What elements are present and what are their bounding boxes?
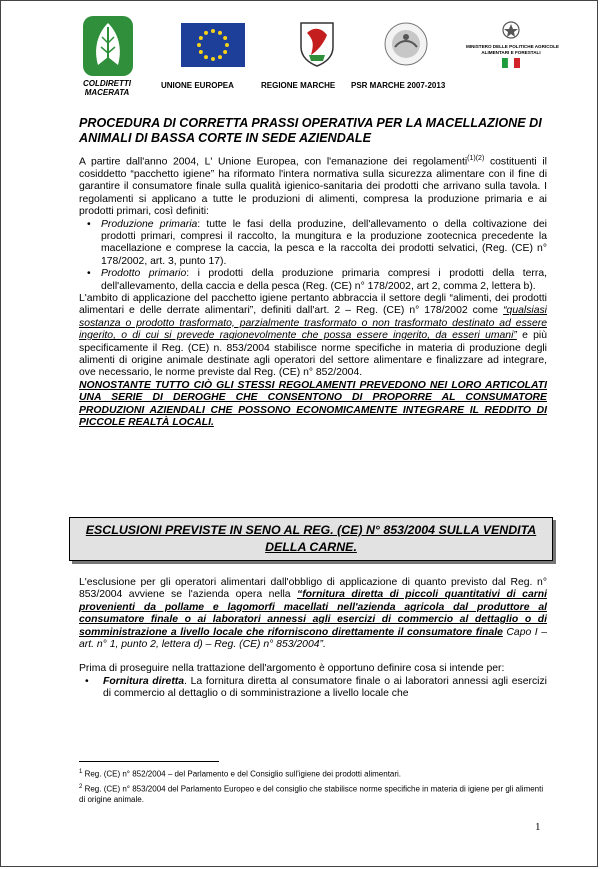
eu-star-icon xyxy=(211,29,215,33)
intro-section xyxy=(79,153,547,429)
footnote: $^1$ Reg. (CE) n° 852/2004 – del Parlamento e del Consiglio sull'igiene dei prodotti alimentari. xyxy=(79,769,402,779)
psr-caption: PSR MARCHE 2007-2013 xyxy=(351,81,446,90)
fornitura-item: • Fornitura diretta. La fornitura diretta al consumatore finale o ai laboratori annessi agli esercizi di commercio al dettaglio o di somministrazione a livello locale che xyxy=(85,675,547,700)
eu-star-icon xyxy=(218,55,222,59)
list-item: • Produzione primaria: tutte le fasi della produzine, dell'allevamento o della coltivazione dei prodotti primari, compresi il raccolto, la mungitura e la produzione zootecnica precedente la macellazione e comprese la caccia, la pesca e la raccolta dei prodotti selvatici, (Reg. (CE) n° 178/2002, art. 3, punto 17). xyxy=(87,218,547,267)
bullet-icon: • xyxy=(87,218,91,230)
page-number: 1 xyxy=(535,821,541,833)
eu-star-icon xyxy=(204,31,208,35)
ambito-paragraph: L'ambito di applicazione del pacchetto igiene pertanto abbraccia il settore degli “alimenti, dei prodotti alimentari e delle derrate alimentari”, definiti dall'art. 2 – Reg. (CE) n° 178/2002 come “qualsiasi sostanza o prodotto trasformato, parzialmente trasformato o non trasformato destinato ad essere ingerito, o di cui si prevede ragionevolmente che possa essere ingerito, da esseri umani” e più specificamente il Reg. (CE) n. 853/2004 stabilisce norme specifiche in materia di produzione degli alimenti di origine animale destinate agli operatori del settore alimentare e finalizzare ad integrare, ove necessario, le norme previste dal Reg. (CE) n° 852/2004. xyxy=(79,292,547,379)
psr-logo xyxy=(383,15,429,72)
eu-star-icon xyxy=(223,36,227,40)
footnote: $^2$ Reg. (CE) n° 853/2004 del Parlamento Europeo e del consiglio che stabilisce norme specifiche in materia di igiene per gli alimenti di origine animale. xyxy=(79,784,544,805)
eu-star-icon xyxy=(225,43,229,47)
bullet-icon: • xyxy=(87,268,91,280)
eu-flag-logo xyxy=(181,15,245,72)
eu-star-icon xyxy=(197,43,201,47)
esclusione-paragraph: L'esclusione per gli operatori alimentari dall'obbligo di applicazione di quanto previsto dal Reg. n° 853/2004 avviene se l'azienda opera nella “fornitura diretta di piccoli quantitativi di carni provenienti da pollame e lagomorfi macellati nell'azienda agricola dal produttore al consumatore finale o ai laboratori annessi agli esercizi di commercio al dettaglio o di somministrazione a livello locale che riforniscono direttamente il consumatore finale Capo I – art. n° 1, punto 2, lettera d) – Reg. (CE) n° 853/2004”. xyxy=(79,577,548,651)
coldiretti-caption: COLDIRETTI MACERATA xyxy=(83,79,131,97)
prima-paragraph: Prima di proseguire nella trattazione dell'argomento è opportuno definire cosa si intende per: xyxy=(79,663,505,675)
list-item: • Prodotto primario: i prodotti della produzione primaria compresi i prodotti della terra, dell'allevamento, della caccia e della pesca (Reg. (CE) n° 178/2002, art 2, comma 2, lettera b). xyxy=(87,268,547,292)
definitions-list xyxy=(79,219,547,293)
footnotes xyxy=(79,767,547,808)
ministero-logo xyxy=(466,15,559,73)
intro-paragraph: A partire dall'anno 2004, L' Unione Europea, con l'emanazione dei regolamenti$^{(1)(2)}$ costituenti il cosiddetto “pacchetto igiene” ha riformato l'intera normativa sulla sicurezza alimentare con il fine di garantire il consumatore finale sulla qualità igienico-sanitaria dei prodotti che arrivano sulla tavola. I regolamenti si applicano a tutte le produzioni di alimenti, compresa la produzione primaria e ai prodotti primari, così definiti: xyxy=(79,155,547,218)
eu-star-icon xyxy=(204,55,208,59)
document-title: PROCEDURA DI CORRETTA PRASSI OPERATIVA PER LA MACELLAZIONE DI ANIMALI DI BASSA CORTE IN SEDE AZIENDALE xyxy=(79,116,542,145)
coldiretti-logo xyxy=(61,15,141,82)
esclusioni-section xyxy=(79,577,547,701)
bullet-icon: • xyxy=(85,675,89,687)
eu-star-icon xyxy=(199,50,203,54)
regione-caption: REGIONE MARCHE xyxy=(261,81,336,90)
logo-bar xyxy=(61,15,559,97)
regione-marche-logo xyxy=(299,15,335,72)
eu-star-icon xyxy=(211,57,215,61)
eu-star-icon xyxy=(199,36,203,40)
section-heading-box: ESCLUSIONI PREVISTE IN SENO AL REG. (CE) N° 853/2004 SULLA VENDITA DELLA CARNE. xyxy=(69,517,553,561)
footnote-divider xyxy=(79,761,219,762)
eu-star-icon xyxy=(218,31,222,35)
eu-caption: UNIONE EUROPEA xyxy=(161,81,234,90)
eu-star-icon xyxy=(223,50,227,54)
deroghe-statement: NONOSTANTE TUTTO CIÒ GLI STESSI REGOLAMENTI PREVEDONO NEI LORO ARTICOLATI UNA SERIE DI DEROGHE CHE CONSENTONO DI PROPORRE AL CONSUMATORE PRODUZIONI AZIENDALI CHE POSSONO ECONOMICAMENTE INTEGRARE IL REDDITO DI PICCOLE REALTÀ LOCALI. xyxy=(79,379,547,428)
ministero-caption: MINISTERO DELLE POLITICHE AGRICOLE ALIMENTARI E FORESTALI xyxy=(466,44,559,55)
